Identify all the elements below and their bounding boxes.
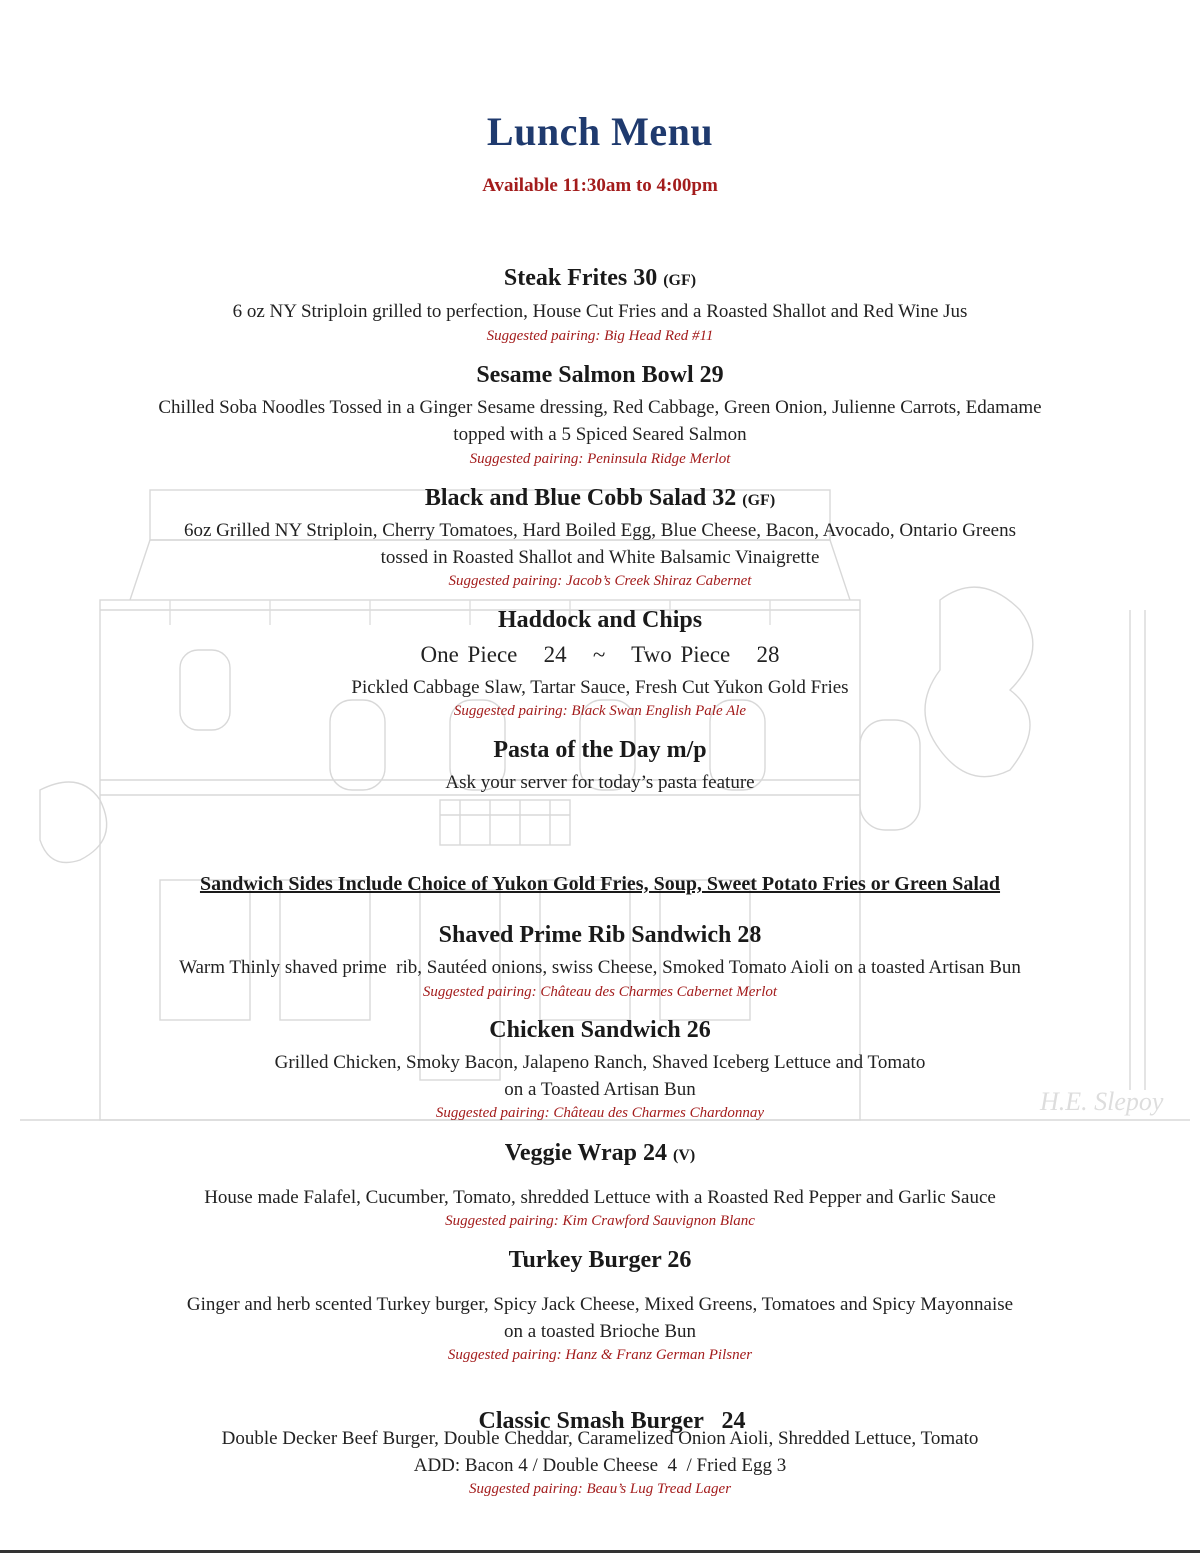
item-title: Shaved Prime Rib Sandwich 28 (438, 922, 762, 948)
artist-signature: H.E. Slepoy (1040, 1087, 1164, 1116)
menu-item-name (0, 922, 1200, 949)
item-description: Chilled Soba Noodles Tossed in a Ginger Sesame dressing, Red Cabbage, Green Onion, Julienne Carrots, Edamame (158, 397, 1042, 418)
wine-pairing: Suggested pairing: Black Swan English Pale Ale (453, 703, 747, 719)
item-title: Black and Blue Cobb Salad 32 (424, 485, 737, 511)
wine-pairing: Suggested pairing: Château des Charmes Cabernet Merlot (422, 984, 778, 1000)
price-options: One Piece 24 ~ Two Piece 28 (420, 642, 780, 667)
item-title: Steak Frites 30 (503, 265, 658, 291)
item-title: Turkey Burger 26 (508, 1247, 692, 1273)
menu-item-name (0, 1017, 1200, 1044)
wine-pairing: Suggested pairing: Peninsula Ridge Merlot (469, 451, 731, 467)
availability-hours: Available 11:30am to 4:00pm (482, 175, 718, 196)
item-description: 6oz Grilled NY Striploin, Cherry Tomatoes, Hard Boiled Egg, Blue Cheese, Bacon, Avocado, Ontario Greens (183, 520, 1017, 541)
item-title: Haddock and Chips (497, 607, 703, 633)
menu-item-name (0, 485, 1200, 512)
dietary-tag: (V) (673, 1147, 696, 1164)
menu-item-name (0, 265, 1200, 292)
sandwich-sides-note: Sandwich Sides Include Choice of Yukon Gold Fries, Soup, Sweet Potato Fries or Green Salad (199, 873, 1001, 895)
dietary-tag: (GF) (742, 492, 776, 509)
item-description: ADD: Bacon 4 / Double Cheese 4 / Fried Egg 3 (413, 1455, 787, 1476)
item-title: Pasta of the Day m/p (493, 737, 707, 763)
item-description: Ginger and herb scented Turkey burger, Spicy Jack Cheese, Mixed Greens, Tomatoes and Spicy Mayonnaise (186, 1294, 1014, 1315)
item-description: Pickled Cabbage Slaw, Tartar Sauce, Fresh Cut Yukon Gold Fries (351, 677, 849, 698)
wine-pairing: Suggested pairing: Big Head Red #11 (486, 328, 714, 344)
menu-item-name (0, 1140, 1200, 1167)
item-description: 6 oz NY Striploin grilled to perfection, House Cut Fries and a Roasted Shallot and Red Wine Jus (232, 301, 968, 322)
item-title: Sesame Salmon Bowl 29 (476, 362, 724, 388)
menu-item-name (0, 737, 1200, 764)
menu-item-name (0, 1247, 1200, 1274)
wine-pairing: Suggested pairing: Beau’s Lug Tread Lager (468, 1481, 732, 1497)
item-description: Double Decker Beef Burger, Double Cheddar, Caramelized Onion Aioli, Shredded Lettuce, Tomato (221, 1428, 979, 1449)
wine-pairing: Suggested pairing: Château des Charmes Chardonnay (435, 1105, 765, 1121)
item-description: Warm Thinly shaved prime rib, Sautéed onions, swiss Cheese, Smoked Tomato Aioli on a toasted Artisan Bun (179, 957, 1021, 978)
wine-pairing: Suggested pairing: Kim Crawford Sauvignon Blanc (445, 1213, 755, 1229)
bottom-divider (0, 1550, 1200, 1553)
dietary-tag: (GF) (663, 272, 697, 289)
wine-pairing: Suggested pairing: Jacob’s Creek Shiraz Cabernet (448, 573, 752, 589)
menu-item-name (0, 607, 1200, 634)
item-description: on a Toasted Artisan Bun (504, 1079, 696, 1100)
item-description: Ask your server for today’s pasta feature (445, 772, 755, 793)
item-description: Grilled Chicken, Smoky Bacon, Jalapeno Ranch, Shaved Iceberg Lettuce and Tomato (274, 1052, 926, 1073)
item-title: Classic Smash Burger 24 (478, 1408, 746, 1434)
wine-pairing: Suggested pairing: Hanz & Franz German Pilsner (447, 1347, 753, 1363)
item-description: topped with a 5 Spiced Seared Salmon (453, 424, 747, 445)
item-description: on a toasted Brioche Bun (503, 1321, 697, 1342)
item-title: Veggie Wrap 24 (504, 1140, 667, 1166)
item-description: tossed in Roasted Shallot and White Balsamic Vinaigrette (380, 547, 820, 568)
item-description: House made Falafel, Cucumber, Tomato, shredded Lettuce with a Roasted Red Pepper and Garlic Sauce (204, 1187, 996, 1208)
menu-item-name (0, 362, 1200, 389)
page-title: Lunch Menu (486, 109, 714, 154)
item-title: Chicken Sandwich 26 (489, 1017, 711, 1043)
